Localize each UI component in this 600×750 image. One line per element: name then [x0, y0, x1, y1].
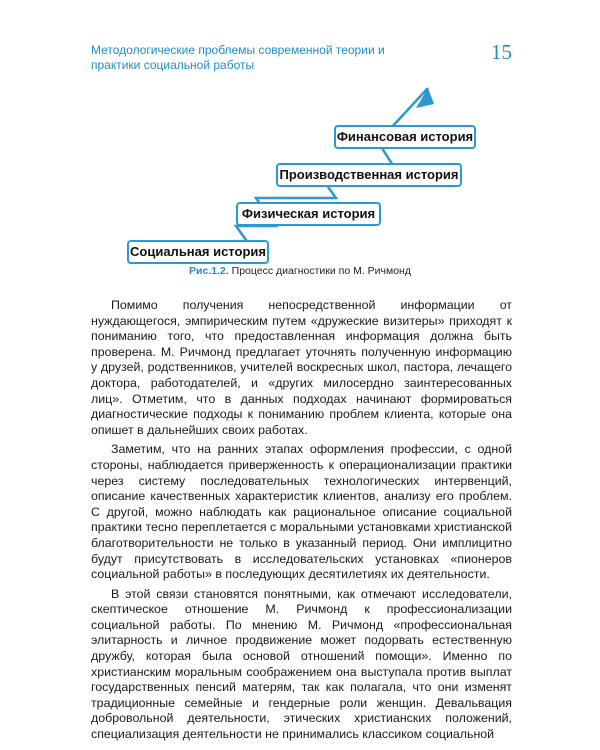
- stage-social-history: Социальная история: [127, 240, 269, 264]
- running-header-title: Методологические проблемы современной теории и практики социальной работы: [91, 43, 385, 72]
- figure-caption-label: Рис.1.2.: [189, 265, 229, 277]
- figure-caption: [0, 265, 600, 277]
- paragraph: Помимо получения непосредственной информации от нуждающегося, эмпирическим путем «дружеские визитеры» приходят к пониманию того, что предоставленная информация должна быть проверена. М. Ричмонд предлагает уточнять полученную информацию у друзей, родственников, учителей воскресных школ, пастора, лечащего доктора, работодателей, и «других милосердно заинтересованных лиц». Отметим, что в данных подходах начинают формироваться диагностические подходы к пониманию проблем клиента, которые она опишет в дальнейших своих работах.: [91, 298, 512, 437]
- staircase-arrow-icon: [0, 0, 600, 300]
- figure-caption-text: Процесс диагностики по М. Ричмонд: [231, 265, 411, 277]
- stage-financial-history: Финансовая история: [334, 125, 476, 149]
- diagnosis-staircase-diagram: [0, 0, 600, 300]
- page-number: 15: [491, 40, 512, 64]
- stage-physical-history: Физическая история: [236, 202, 381, 226]
- body-text: [91, 298, 512, 747]
- paragraph: Заметим, что на ранних этапах оформления профессии, с одной стороны, наблюдается приверженность к операционализации практики через систему последовательных технологических интервенций, описание качественных характеристик клиентов, анализу его проблем. С другой, можно наблюдать как рациональное описание социальной практики тесно переплетается с моральными установками христианской благотворительности не только в указанный период. Они имплицитно будут присутствовать в исследовательских установках «пионеров социальной работы» в последующих десятилетиях их деятельности.: [91, 442, 512, 582]
- stage-production-history: Производственная история: [276, 163, 462, 187]
- paragraph: В этой связи становятся понятными, как отмечают исследователи, скептическое отношение М. Ричмонд к профессионализации социальной работы. По мнению М. Ричмонд «профессиональная элитарность и личное продвижение может подорвать естественную дружбу, которая была основой отношений помощи». Именно по христианским моральным соображением она выступала против выплат государственных пенсий матерям, так как полагала, что они изменят традиционные семейные и гендерные роли женщин. Девальвация добровольной деятельности, этических христианских положений, специализация деятельности не принимались классиком социальной: [91, 586, 512, 742]
